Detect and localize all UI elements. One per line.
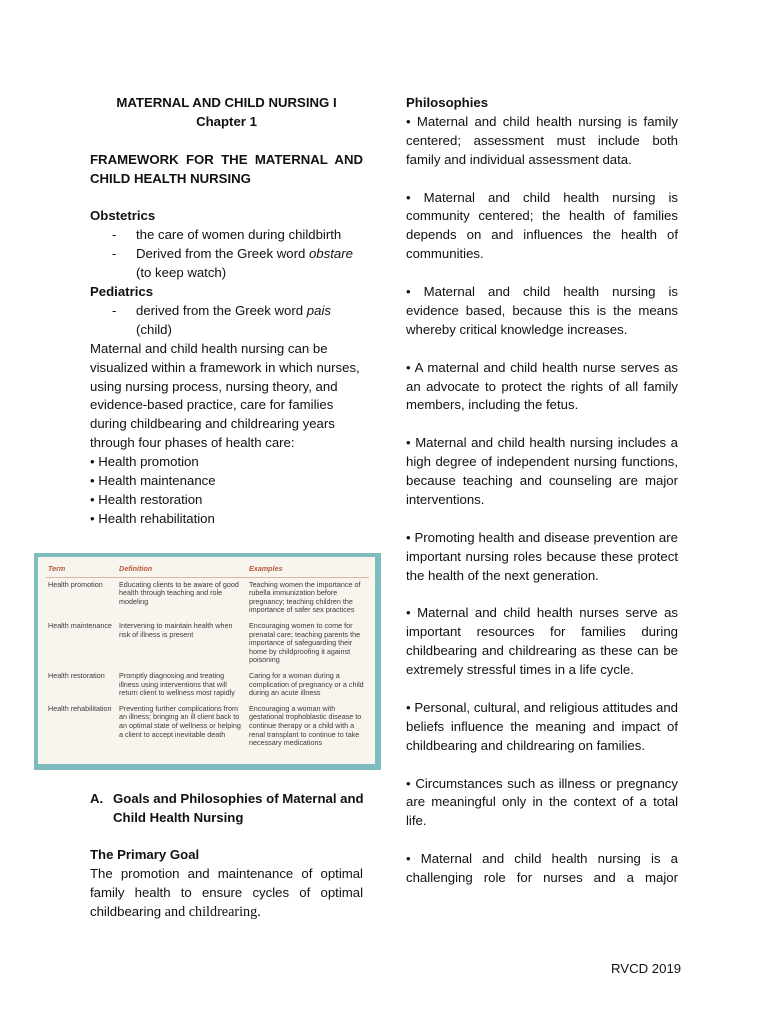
primary-goal-text: The promotion and maintenance of optimal family health to ensure cycles of optimal childbearing and childrearing. [90,865,363,920]
obstetrics-heading: Obstetrics [90,208,156,224]
document-title [90,94,363,132]
framework-heading: FRAMEWORK FOR THE MATERNAL AND CHILD HEALTH NURSING [90,151,363,186]
pediatrics-list [90,302,363,340]
goals-heading [90,790,365,828]
greek-word-obstare: obstare [308,246,353,262]
phase-item: • Health restoration [90,492,203,507]
footer-label: RVCD 2019 [611,961,682,976]
table-header-term: Term [46,563,117,577]
philosophy-item: • Personal, cultural, and religious attitudes and beliefs influence the meaning and impact of childbearing and childrearing on families. [406,699,678,753]
primary-goal-heading: The Primary Goal [90,847,200,862]
primary-goal-section [90,846,363,922]
table-row: Health rehabilitation Preventing further complications from an illness; bringing an ill client back to an optimal state of wellness or helping a client to accept inevitable death Encouraging a woman with gestational trophoblastic disease to continue therapy or a child with a renal transplant to continue to take necessary medications [48,703,362,748]
goals-heading-text: Goals and Philosophies of Maternal and Child Health Nursing [113,791,364,825]
table-row: Health maintenance Intervening to maintain health when risk of illness is present Encouraging women to come for prenatal care; teaching parents the importance of safeguarding their home by childproofing it against poisoning [48,620,361,665]
obstetrics-item-1: - the care of women during childbirth [90,226,363,245]
health-care-phases-table [34,553,381,770]
title-line-1: MATERNAL AND CHILD NURSING I [116,95,337,110]
table-header-examples: Examples [247,563,369,577]
philosophy-item: • Promoting health and disease prevention are important nursing roles because these protect the health of the next generation. [406,529,678,583]
obstetrics-list [90,226,363,283]
philosophy-item: • Maternal and child health nursing is family centered; assessment must include both family and individual assessment data. [406,113,678,167]
philosophy-item: • Maternal and child health nursing includes a high degree of independent nursing functions, because teaching and counseling are major interventions. [406,435,678,507]
table-row: Health promotion Educating clients to be aware of good health through teaching and role modeling Teaching women the importance of rubella immunization before pregnancy; teaching children the importance of safer sex practices [48,579,361,615]
phase-item: • Health rehabilitation [90,510,215,526]
section-letter: A. [90,791,104,806]
right-column [406,94,678,888]
phases-table [46,563,369,752]
philosophy-item: • Maternal and child health nursing is community centered; the health of families depends on and influences the health of communities. [406,189,678,262]
phase-item: • Health promotion [90,454,199,470]
philosophy-item: • A maternal and child health nurse serves as an advocate to protect the rights of all family members, including the fetus. [406,359,678,413]
philosophy-item: • Circumstances such as illness or pregnancy are meaningful only in the context of a total life. [406,775,678,829]
title-line-2: Chapter 1 [196,113,257,129]
greek-word-pais: pais [306,302,331,318]
obstetrics-item-2: - Derived from the Greek word obstare (to keep watch) [90,245,363,283]
philosophies-heading: Philosophies [406,95,489,110]
table-row: Health restoration Promptly diagnosing and treating illness using interventions that will return client to wellness most rapidly Caring for a woman during a complication of pregnancy or a child during an acute illness [48,670,364,698]
philosophy-item: • Maternal and child health nursing is a challenging role for nurses and a major [406,851,678,886]
phases-list [90,453,363,529]
philosophy-item: • Maternal and child health nursing is evidence based, because this is the means whereby critical knowledge increases. [406,284,678,337]
pediatrics-item-1: - derived from the Greek word pais (child) [90,302,363,340]
left-column [90,94,363,529]
phase-item: • Health maintenance [90,473,216,489]
intro-paragraph: Maternal and child health nursing can be visualized within a framework in which nurses, using nursing process, nursing theory, and evidence-based practice, care for families during childbearing and childrearing years through four phases of health care: [90,340,360,451]
philosophy-item: • Maternal and child health nurses serve as important resources for families during childbearing and childrearing as these can be extremely stressful times in a life cycle. [406,605,678,678]
table-header-definition: Definition [117,563,247,577]
pediatrics-heading: Pediatrics [90,284,154,300]
